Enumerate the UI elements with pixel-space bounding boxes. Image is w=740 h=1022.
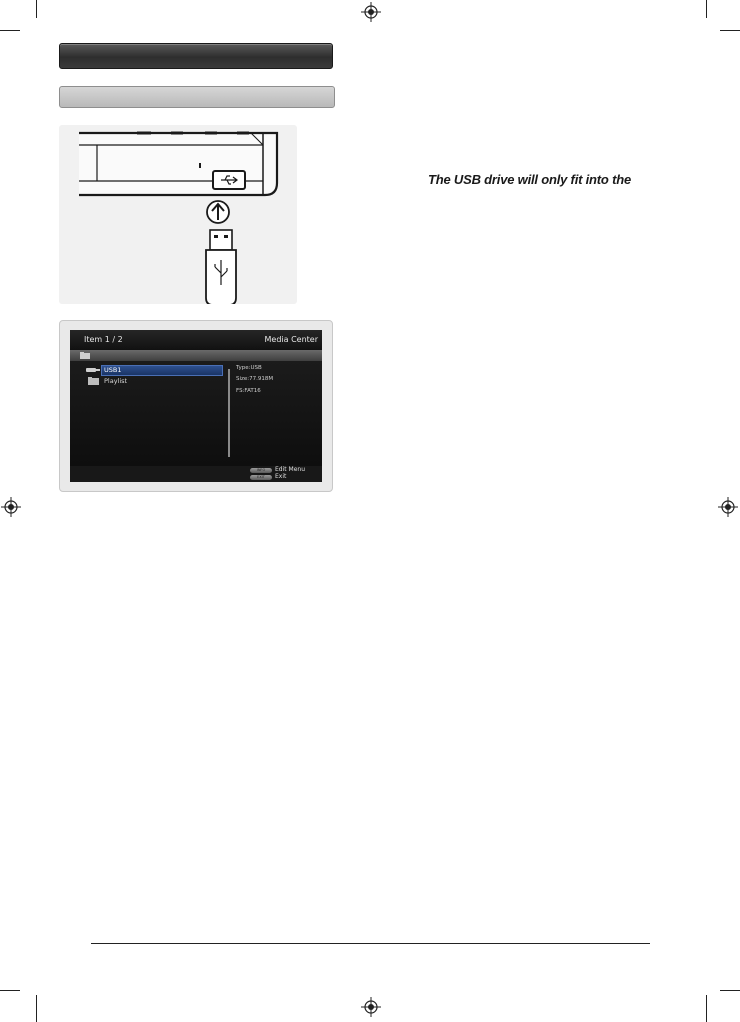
info-key-icon: INFO <box>250 468 272 473</box>
list-item-label: Playlist <box>104 377 128 385</box>
media-center-header <box>70 330 322 350</box>
crop-mark <box>706 0 707 18</box>
list-item[interactable] <box>86 376 226 386</box>
registration-mark-icon <box>718 497 738 517</box>
exit-key-icon: EXIT <box>250 475 272 480</box>
usb-note-text: The USB drive will only fit into the <box>428 172 631 187</box>
info-size: Size:77.918M <box>236 376 274 382</box>
crop-mark <box>36 995 37 1022</box>
file-list <box>70 361 322 466</box>
info-filesystem: FS:FAT16 <box>236 388 261 394</box>
info-type: Type:USB <box>236 365 262 371</box>
exit-hint: Exit <box>275 473 287 480</box>
crop-mark <box>0 990 20 991</box>
crop-mark <box>706 995 707 1022</box>
section-heading-bar <box>59 43 333 69</box>
folder-up-icon <box>80 352 90 359</box>
receiver-usb-diagram <box>59 125 297 304</box>
registration-mark-icon <box>361 2 381 22</box>
subsection-heading-bar <box>59 86 335 108</box>
item-counter: Item 1 / 2 <box>84 335 123 344</box>
registration-mark-icon <box>361 997 381 1017</box>
usb-insert-illustration <box>59 125 297 304</box>
media-center-screenshot <box>59 320 333 492</box>
folder-icon <box>88 377 99 385</box>
crop-mark <box>720 990 740 991</box>
media-center-screen <box>70 330 322 482</box>
crop-mark <box>36 0 37 18</box>
scrollbar[interactable] <box>228 369 230 457</box>
edit-menu-hint: Edit Menu <box>275 466 305 473</box>
app-title: Media Center <box>264 335 318 344</box>
key-hint-bar <box>70 466 322 482</box>
usb-drive-icon <box>86 367 100 373</box>
path-bar <box>70 350 322 361</box>
registration-mark-icon <box>1 497 21 517</box>
list-item[interactable] <box>86 365 226 375</box>
crop-mark <box>0 30 20 31</box>
crop-mark <box>720 30 740 31</box>
footer-rule <box>91 943 650 944</box>
list-item-label: USB1 <box>104 366 122 374</box>
